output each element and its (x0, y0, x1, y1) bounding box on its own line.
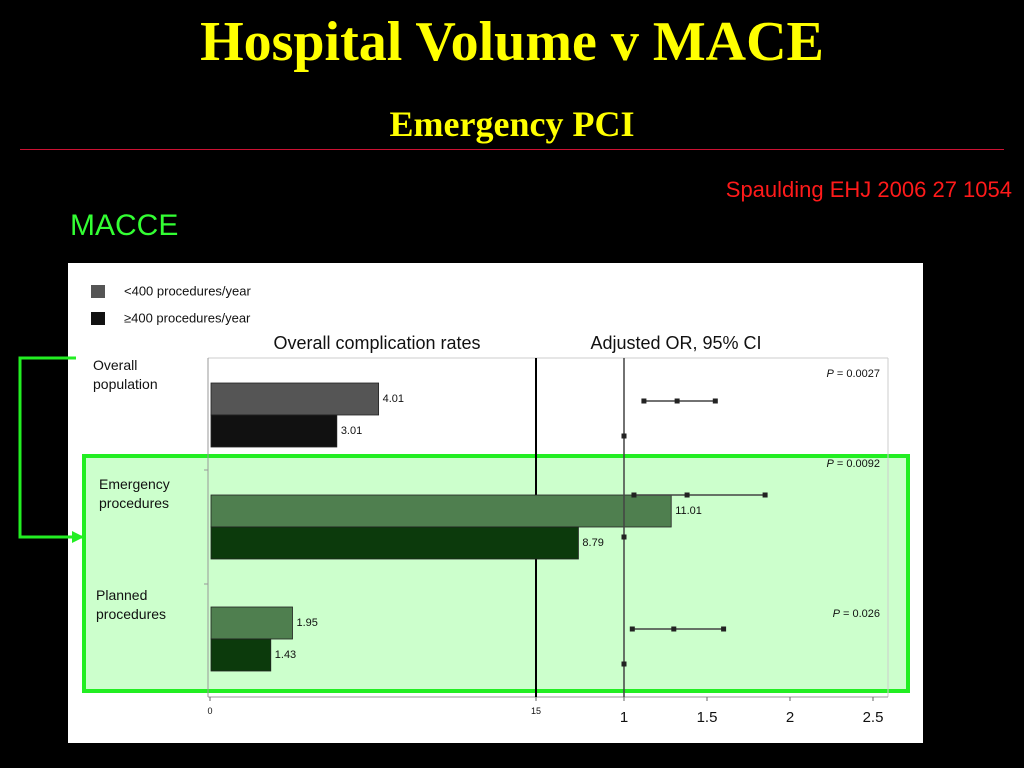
bar (211, 639, 271, 671)
p-value-prefix: P (826, 368, 834, 380)
or-ci-marker (763, 493, 768, 498)
slide-title: Hospital Volume v MACE (200, 11, 824, 73)
bar-panel-title: Overall complication rates (273, 333, 481, 353)
category-label-line: procedures (99, 495, 170, 511)
or-ci-marker (671, 627, 676, 632)
bar-axis-tick-label: 15 (530, 706, 542, 716)
or-panel-title: Adjusted OR, 95% CI (590, 333, 762, 353)
bar (211, 383, 379, 415)
legend-label-lt400: <400 procedures/year (124, 283, 251, 299)
or-reference-marker (622, 662, 627, 667)
category-label-line: procedures (96, 606, 167, 622)
bar-value-label: 4.01 (382, 392, 405, 405)
bar-value-label: 3.01 (340, 424, 363, 437)
bar (211, 415, 337, 447)
or-axis-tick-label: 2 (785, 709, 795, 726)
legend-swatch-lt400 (91, 285, 105, 298)
p-value (826, 458, 880, 470)
or-ci-marker (641, 399, 646, 404)
bar-value-label: 1.43 (274, 648, 297, 661)
p-value-number: = 0.0027 (833, 368, 880, 380)
slide-subtitle: Emergency PCI (389, 104, 635, 144)
bar-value-label: 8.79 (582, 536, 604, 549)
or-axis-tick-label: 2.5 (862, 709, 884, 726)
category-label-line: Emergency (99, 476, 170, 492)
legend-label-ge400: ≥400 procedures/year (124, 310, 251, 326)
p-value (826, 368, 880, 380)
bar (211, 495, 671, 527)
bar-axis-tick-label: 0 (207, 706, 213, 716)
or-ci-marker (685, 493, 690, 498)
p-value-prefix: P (826, 458, 834, 470)
category-label-line: Planned (96, 587, 148, 603)
p-value-number: = 0.0092 (833, 458, 880, 470)
p-value (833, 608, 880, 620)
or-ci-marker (630, 627, 635, 632)
or-ci-marker (675, 399, 680, 404)
or-axis-tick-label: 1.5 (696, 709, 718, 726)
legend-swatch-ge400 (91, 312, 105, 325)
category-label-line: population (93, 376, 158, 392)
p-value-prefix: P (832, 608, 840, 620)
bar (211, 607, 293, 639)
citation: Spaulding EHJ 2006 27 1054 (725, 177, 1012, 202)
section-label: MACCE (70, 209, 179, 242)
or-axis-tick-label: 1 (619, 709, 629, 726)
bar-value-label: 1.95 (296, 616, 318, 629)
or-ci-marker (713, 399, 718, 404)
bar-value-label: 11.01 (675, 504, 702, 517)
category-label-line: Overall (93, 357, 138, 373)
or-ci-marker (631, 493, 636, 498)
or-ci-marker (721, 627, 726, 632)
bar (211, 527, 578, 559)
or-reference-marker (622, 434, 627, 439)
p-value-number: = 0.026 (839, 608, 880, 620)
or-reference-marker (622, 535, 627, 540)
